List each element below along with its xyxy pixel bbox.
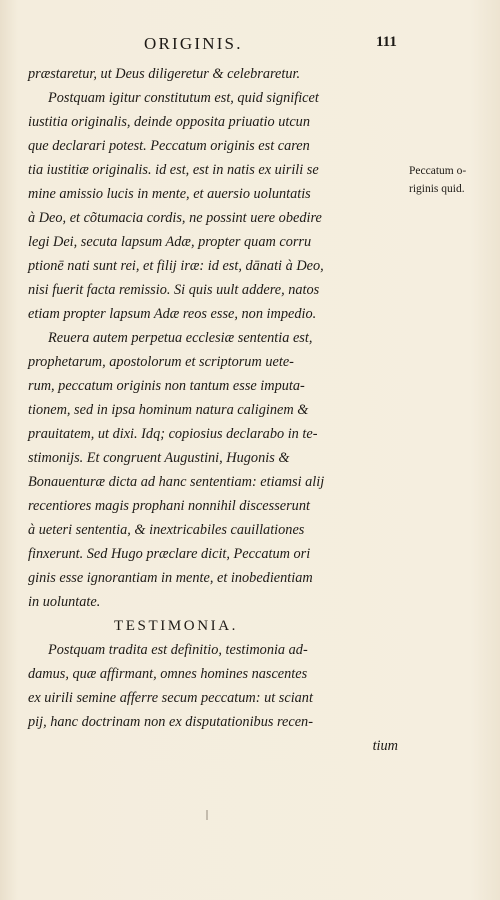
text-line: in uoluntate. — [28, 594, 101, 610]
text-line: pij, hanc doctrinam non ex disputationibus recen- — [28, 714, 313, 730]
margin-note — [409, 162, 499, 198]
text-line: finxerunt. Sed Hugo præclare dicit, Peccatum ori — [28, 546, 311, 562]
text-line: que declarari potest. Peccatum originis est caren — [28, 138, 310, 154]
text-line: præstaretur, ut Deus diligeretur & celebraretur. — [28, 66, 301, 82]
text-line: nisi fuerit facta remissio. Si quis uult addere, natos — [28, 282, 320, 298]
text-line: Postquam tradita est definitio, testimonia ad- — [48, 642, 308, 658]
margin-note-line: riginis quid. — [409, 183, 465, 195]
text-line: recentiores magis prophani nonnihil discesserunt — [28, 498, 310, 514]
text-line: à Deo, et cõtumacia cordis, ne possint uere obedire — [28, 210, 322, 226]
margin-note-line: Peccatum o- — [409, 165, 467, 177]
text-line: ginis esse ignorantiam in mente, et inobedientiam — [28, 570, 313, 586]
text-line: prauitatem, ut dixi. Idq; copiosius declarabo in te- — [28, 426, 318, 442]
page-header — [0, 34, 500, 58]
running-title: ORIGINIS. — [144, 34, 243, 53]
text-line: prophetarum, apostolorum et scriptorum uete- — [28, 354, 294, 370]
text-line: Bonauenturæ dicta ad hanc sententiam: etiamsi alij — [28, 474, 325, 490]
text-line: ex uirili semine afferre secum peccatum: ut sciant — [28, 690, 313, 706]
text-line: ptionē nati sunt rei, et filij iræ: id est, dānati à Deo, — [28, 258, 324, 274]
body-text — [28, 62, 400, 758]
text-line: tionem, sed in ipsa hominum natura caliginem & — [28, 402, 309, 418]
text-line: iustitia originalis, deinde opposita priuatio utcun — [28, 114, 310, 130]
catchword: tium — [372, 738, 398, 754]
text-line: damus, quæ affirmant, omnes homines nascentes — [28, 666, 308, 682]
text-line: rum, peccatum originis non tantum esse imputa- — [28, 378, 305, 394]
ink-mark — [206, 810, 208, 820]
text-line: Postquam igitur constitutum est, quid significet — [48, 90, 319, 106]
text-line: tia iustitiæ originalis. id est, est in natis ex uirili se — [28, 162, 319, 178]
text-line: mine amissio lucis in mente, et auersio uoluntatis — [28, 186, 311, 202]
text-line: à ueteri sententia, & inextricabiles cauillationes — [28, 522, 305, 538]
folio-number: 111 — [376, 34, 397, 50]
text-line: etiam propter lapsum Adæ reos esse, non impedio. — [28, 306, 317, 322]
section-heading: TESTIMONIA. — [114, 618, 239, 634]
text-line: stimonijs. Et congruent Augustini, Hugonis & — [28, 450, 290, 466]
text-line: legi Dei, secuta lapsum Adæ, propter quam corru — [28, 234, 312, 250]
text-line: Reuera autem perpetua ecclesiæ sententia est, — [48, 330, 313, 346]
